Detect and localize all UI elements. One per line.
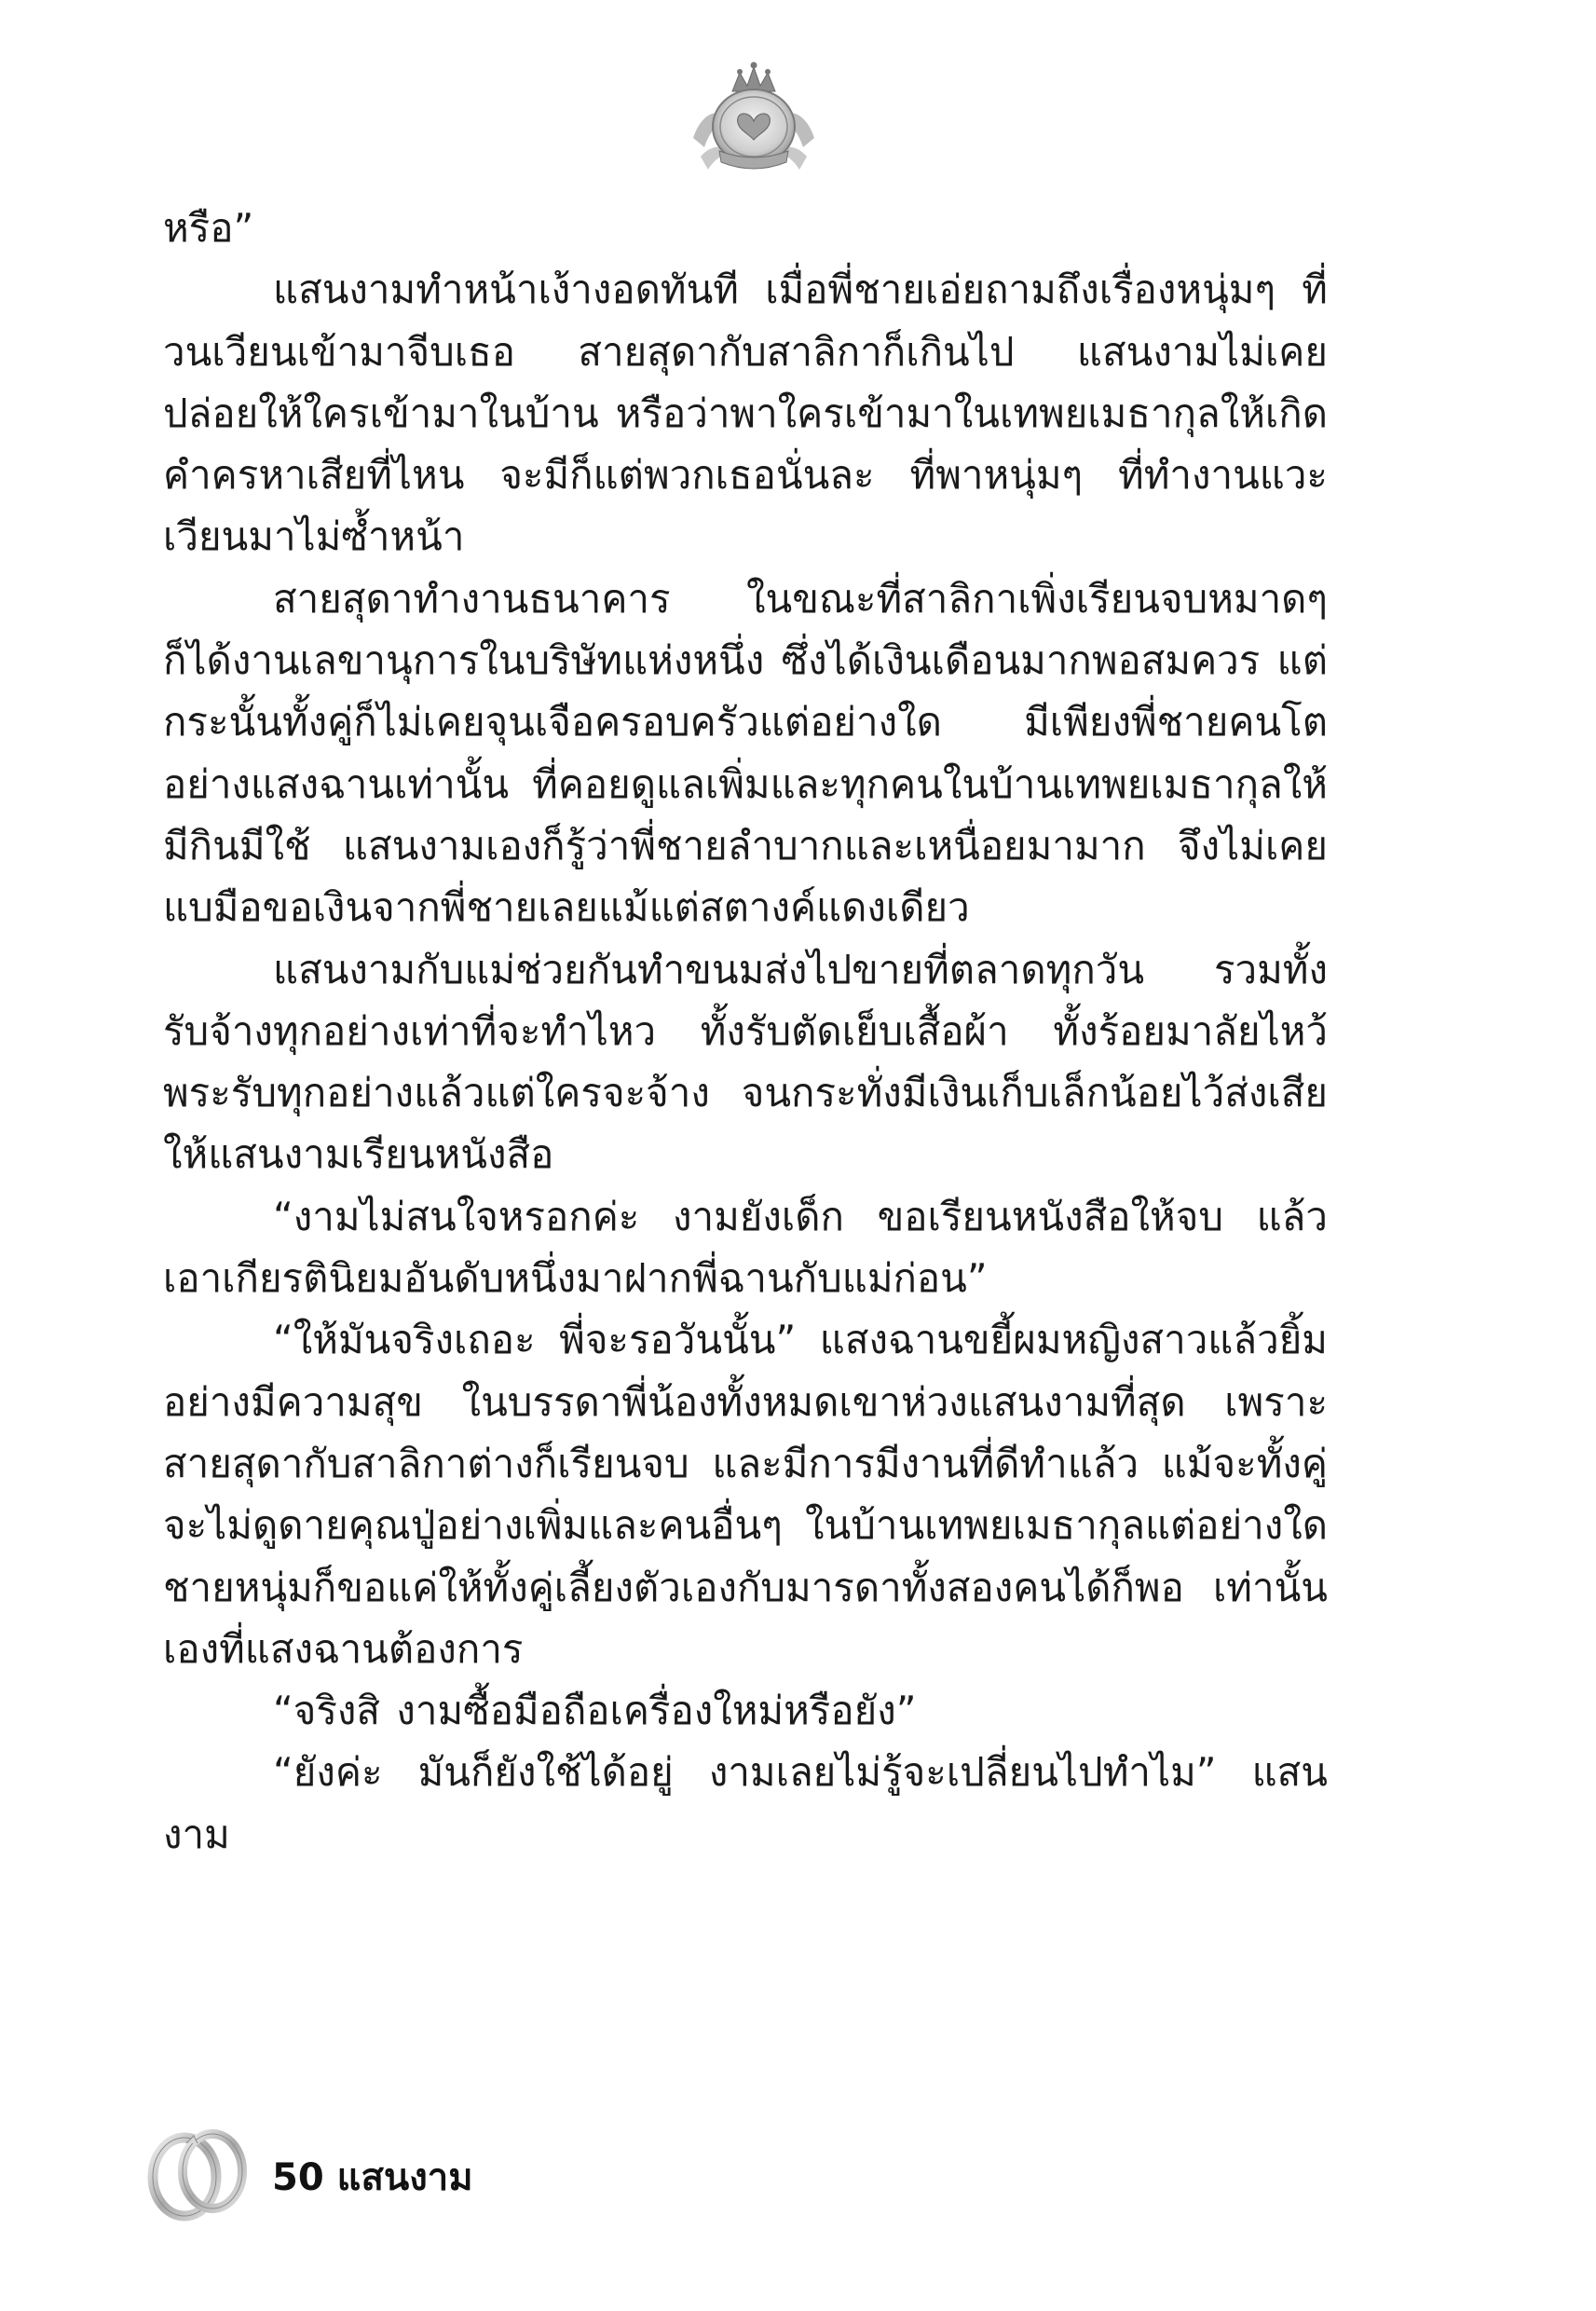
paragraph: สายสุดาทำงานธนาคาร ในขณะที่สาลิกาเพิ่งเรียนจบหมาดๆ ก็ได้งานเลขานุการในบริษัทแห่งหนึ่ง ซึ่งได้เงินเดือนมากพอสมควร แต่กระนั้นทั้งคู่ก็ไม่เคยจุนเจือครอบครัวแต่อย่างใด มีเพียงพี่ชายคนโตอย่างแสงฉานเท่านั้น ที่คอยดูแลเพิ่มและทุกคนในบ้านเทพยเมธากุลให้มีกินมีใช้ แสนงามเองก็รู้ว่าพี่ชายลำบากและเหนื่อยมามาก จึงไม่เคยแบมือขอเงินจากพี่ชายเลยแม้แต่สตางค์แดงเดียว bbox=[163, 575, 1328, 931]
wedding-rings-icon bbox=[140, 2115, 256, 2232]
paragraph: หรือ” bbox=[163, 205, 254, 251]
paragraph: “งามไม่สนใจหรอกค่ะ งามยังเด็ก ขอเรียนหนังสือให้จบ แล้วเอาเกียรตินิยมอันดับหนึ่งมาฝากพี่ฉานกับแม่ก่อน” bbox=[163, 1193, 1328, 1302]
paragraph: แสนงามกับแม่ช่วยกันทำขนมส่งไปขายที่ตลาดทุกวัน รวมทั้งรับจ้างทุกอย่างเท่าที่จะทำไหว ทั้งรับตัดเย็บเสื้อผ้า ทั้งร้อยมาลัยไหว้พระรับทุกอย่างแล้วแต่ใครจะจ้าง จนกระทั่งมีเงินเก็บเล็กน้อยไว้ส่งเสียให้แสนงามเรียนหนังสือ bbox=[163, 946, 1328, 1178]
body-text bbox=[163, 198, 1328, 1866]
page-number: 50 bbox=[272, 2156, 324, 2199]
page-label bbox=[272, 2147, 486, 2207]
book-title: แสนงาม bbox=[336, 2156, 473, 2199]
paragraph: “จริงสิ งามซื้อมือถือเครื่องใหม่หรือยัง” bbox=[273, 1688, 917, 1734]
page-footer bbox=[140, 2115, 699, 2236]
crest-logo-icon bbox=[684, 54, 824, 185]
paragraph: “ยังค่ะ มันก็ยังใช้ได้อยู่ งามเลยไม่รู้จะเปลี่ยนไปทำไม” แสนงาม bbox=[163, 1749, 1328, 1857]
header-logo bbox=[684, 54, 824, 185]
paragraph: “ให้มันจริงเถอะ พี่จะรอวันนั้น” แสงฉานขยี้ผมหญิงสาวแล้วยิ้มอย่างมีความสุข ในบรรดาพี่น้องทั้งหมดเขาห่วงแสนงามที่สุด เพราะสายสุดากับสาลิกาต่างก็เรียนจบ และมีการมีงานที่ดีทำแล้ว แม้จะทั้งคู่จะไม่ดูดายคุณปู่อย่างเพิ่มและคนอื่นๆ ในบ้านเทพยเมธากุลแต่อย่างใด ชายหนุ่มก็ขอแค่ให้ทั้งคู่เลี้ยงตัวเองกับมารดาทั้งสองคนได้ก็พอ เท่านั้นเองที่แสงฉานต้องการ bbox=[163, 1317, 1328, 1672]
paragraph: แสนงามทำหน้าเง้างอดทันที เมื่อพี่ชายเอ่ยถามถึงเรื่องหนุ่มๆ ที่วนเวียนเข้ามาจีบเธอ สายสุดากับสาลิกาก็เกินไป แสนงามไม่เคยปล่อยให้ใครเข้ามาในบ้าน หรือว่าพาใครเข้ามาในเทพยเมธากุลให้เกิดคำครหาเสียที่ไหน จะมีก็แต่พวกเธอนั่นละ ที่พาหนุ่มๆ ที่ทำงานแวะเวียนมาไม่ซ้ำหน้า bbox=[163, 267, 1328, 560]
